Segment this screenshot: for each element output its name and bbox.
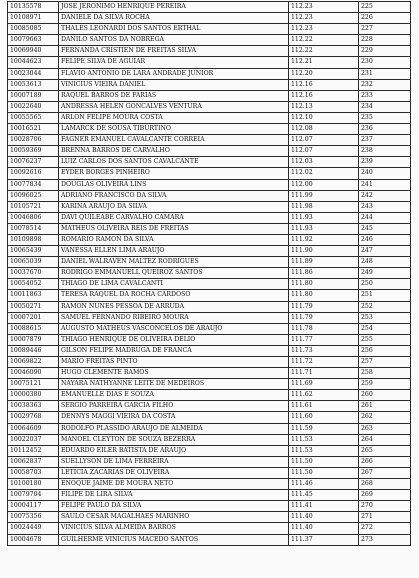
table-row: [8, 68, 411, 79]
table-row: [8, 490, 411, 501]
registration-number-cell: 10109898: [8, 234, 59, 245]
candidate-name-cell: NAYARA NATHYANNE LEITE DE MEDEIROS: [59, 379, 289, 390]
table-row: [8, 90, 411, 101]
results-table-body: [8, 2, 411, 546]
score-cell: 111.99: [289, 190, 359, 201]
rank-cell: 235: [359, 112, 411, 123]
rank-cell: 272: [359, 523, 411, 534]
score-cell: 111.61: [289, 401, 359, 412]
score-cell: 111.93: [289, 212, 359, 223]
rank-cell: 251: [359, 290, 411, 301]
candidate-name-cell: VINICIUS SILVA ALMEIDA BARROS: [59, 523, 289, 534]
candidate-name-cell: EYDER BORGES PINHEIRO: [59, 168, 289, 179]
score-cell: 112.07: [289, 135, 359, 146]
table-row: [8, 523, 411, 534]
score-cell: 112.22: [289, 35, 359, 46]
table-row: [8, 357, 411, 368]
rank-cell: 271: [359, 512, 411, 523]
candidate-name-cell: EDUARDO EILER BATISTA DE ARAUJO: [59, 445, 289, 456]
score-cell: 112.07: [289, 146, 359, 157]
score-cell: 112.21: [289, 57, 359, 68]
registration-number-cell: 10050271: [8, 301, 59, 312]
candidate-name-cell: FILIPE DE LIRA SILVA: [59, 490, 289, 501]
candidate-name-cell: ENOQUE JAIME DE MOURA NETO: [59, 479, 289, 490]
registration-number-cell: 10079704: [8, 490, 59, 501]
table-row: [8, 390, 411, 401]
table-row: [8, 2, 411, 13]
registration-number-cell: 10135578: [8, 2, 59, 13]
table-row: [8, 467, 411, 478]
candidate-name-cell: ANDRESSA HELEN GONCALVES VENTURA: [59, 101, 289, 112]
score-cell: 111.77: [289, 334, 359, 345]
candidate-name-cell: ARLON FELIPE MOURA COSTA: [59, 112, 289, 123]
score-cell: 111.46: [289, 479, 359, 490]
registration-number-cell: 10037670: [8, 268, 59, 279]
registration-number-cell: 10007879: [8, 334, 59, 345]
table-row: [8, 323, 411, 334]
table-row: [8, 290, 411, 301]
table-row: [8, 124, 411, 135]
score-cell: 111.86: [289, 268, 359, 279]
table-row: [8, 279, 411, 290]
table-row: [8, 57, 411, 68]
candidate-name-cell: FLAVIO ANTONIO DE LARA ANDRADE JUNIOR: [59, 68, 289, 79]
table-row: [8, 434, 411, 445]
table-row: [8, 334, 411, 345]
score-cell: 112.13: [289, 101, 359, 112]
candidate-name-cell: TERESA RAQUEL DA ROCHA CARDOSO: [59, 290, 289, 301]
registration-number-cell: 10024449: [8, 523, 59, 534]
score-cell: 111.98: [289, 201, 359, 212]
table-row: [8, 479, 411, 490]
table-row: [8, 501, 411, 512]
candidate-name-cell: EMANUELLE DIAS E SOUZA: [59, 390, 289, 401]
table-row: [8, 101, 411, 112]
candidate-name-cell: GILSON FELIPE MADRUGA DE FRANCA: [59, 345, 289, 356]
candidate-name-cell: VANESSA ELLEN LIMA ARAUJO: [59, 246, 289, 257]
score-cell: 112.23: [289, 2, 359, 13]
registration-number-cell: 10007189: [8, 90, 59, 101]
score-cell: 111.80: [289, 290, 359, 301]
rank-cell: 268: [359, 479, 411, 490]
registration-number-cell: 10000380: [8, 390, 59, 401]
candidate-name-cell: LUIZ CARLOS DOS SANTOS CAVALCANTE: [59, 157, 289, 168]
rank-cell: 244: [359, 212, 411, 223]
table-row: [8, 112, 411, 123]
score-cell: 112.03: [289, 157, 359, 168]
table-row: [8, 212, 411, 223]
candidate-name-cell: BRENNA BARROS DE CARVALHO: [59, 146, 289, 157]
rank-cell: 242: [359, 190, 411, 201]
rank-cell: 225: [359, 2, 411, 13]
table-row: [8, 268, 411, 279]
score-cell: 111.45: [289, 490, 359, 501]
registration-number-cell: 10016521: [8, 124, 59, 135]
score-cell: 112.22: [289, 46, 359, 57]
candidate-name-cell: MANOEL CLEYTON DE SOUZA BEZERRA: [59, 434, 289, 445]
registration-number-cell: 10096025: [8, 190, 59, 201]
score-cell: 111.40: [289, 523, 359, 534]
registration-number-cell: 10065039: [8, 257, 59, 268]
candidate-name-cell: THIAGO DE LIMA CAVALCANTI: [59, 279, 289, 290]
table-row: [8, 512, 411, 523]
registration-number-cell: 10064609: [8, 423, 59, 434]
registration-number-cell: 10054052: [8, 279, 59, 290]
rank-cell: 230: [359, 57, 411, 68]
candidate-name-cell: ADRIANO FRANCISCO DA SILVA: [59, 190, 289, 201]
table-row: [8, 534, 411, 545]
rank-cell: 265: [359, 445, 411, 456]
table-row: [8, 456, 411, 467]
candidate-name-cell: SAMUEL FERNANDO RIBEIRO MOURA: [59, 312, 289, 323]
score-cell: 112.08: [289, 124, 359, 135]
candidate-name-cell: SAULO CESAR MAGALHAES MARINHO: [59, 512, 289, 523]
table-row: [8, 13, 411, 24]
candidate-name-cell: SERGIO PARREIRA GARCIA FILHO: [59, 401, 289, 412]
registration-number-cell: 10088615: [8, 323, 59, 334]
rank-cell: 262: [359, 412, 411, 423]
table-row: [8, 223, 411, 234]
rank-cell: 238: [359, 146, 411, 157]
rank-cell: 237: [359, 135, 411, 146]
rank-cell: 273: [359, 534, 411, 545]
rank-cell: 245: [359, 223, 411, 234]
registration-number-cell: 10078514: [8, 223, 59, 234]
table-row: [8, 401, 411, 412]
table-row: [8, 312, 411, 323]
score-cell: 111.53: [289, 434, 359, 445]
rank-cell: 239: [359, 157, 411, 168]
score-cell: 112.23: [289, 24, 359, 35]
rank-cell: 247: [359, 246, 411, 257]
rank-cell: 240: [359, 168, 411, 179]
candidate-name-cell: HUGO CLEMENTE RAMOS: [59, 368, 289, 379]
table-row: [8, 146, 411, 157]
candidate-name-cell: LAMARCK DE SOUSA TIBURTINO: [59, 124, 289, 135]
registration-number-cell: 10065439: [8, 246, 59, 257]
registration-number-cell: 10092616: [8, 168, 59, 179]
registration-number-cell: 10004117: [8, 501, 59, 512]
registration-number-cell: 10046090: [8, 368, 59, 379]
score-cell: 111.78: [289, 323, 359, 334]
registration-number-cell: 10055565: [8, 112, 59, 123]
registration-number-cell: 10044623: [8, 57, 59, 68]
rank-cell: 231: [359, 68, 411, 79]
table-row: [8, 445, 411, 456]
rank-cell: 229: [359, 46, 411, 57]
table-row: [8, 345, 411, 356]
candidate-name-cell: DOUGLAS OLIVEIRA LINS: [59, 179, 289, 190]
score-cell: 111.80: [289, 279, 359, 290]
rank-cell: 266: [359, 456, 411, 467]
candidate-name-cell: DANIELE DA SILVA ROCHA: [59, 13, 289, 24]
candidate-name-cell: RAMON NUNES PESSOA DE ARRUDA: [59, 301, 289, 312]
registration-number-cell: 10062837: [8, 456, 59, 467]
rank-cell: 233: [359, 90, 411, 101]
score-cell: 111.71: [289, 368, 359, 379]
score-cell: 111.40: [289, 512, 359, 523]
registration-number-cell: 10108971: [8, 13, 59, 24]
rank-cell: 250: [359, 279, 411, 290]
rank-cell: 264: [359, 434, 411, 445]
score-cell: 112.23: [289, 13, 359, 24]
registration-number-cell: 10112452: [8, 445, 59, 456]
rank-cell: 267: [359, 467, 411, 478]
rank-cell: 269: [359, 490, 411, 501]
table-row: [8, 190, 411, 201]
rank-cell: 252: [359, 301, 411, 312]
rank-cell: 236: [359, 124, 411, 135]
table-row: [8, 423, 411, 434]
rank-cell: 228: [359, 35, 411, 46]
score-cell: 111.79: [289, 301, 359, 312]
candidate-name-cell: THALES LEONARDI DOS SANTOS ERTHAL: [59, 24, 289, 35]
candidate-name-cell: FERNANDA CRISTIEN DE FREITAS SILVA: [59, 46, 289, 57]
score-cell: 111.62: [289, 390, 359, 401]
candidate-name-cell: FELIPE SILVA DE AGUIAR: [59, 57, 289, 68]
registration-number-cell: 10076237: [8, 157, 59, 168]
registration-number-cell: 10105721: [8, 201, 59, 212]
score-cell: 111.50: [289, 456, 359, 467]
score-cell: 112.00: [289, 179, 359, 190]
registration-number-cell: 10079663: [8, 35, 59, 46]
rank-cell: 249: [359, 268, 411, 279]
rank-cell: 263: [359, 423, 411, 434]
score-cell: 111.79: [289, 312, 359, 323]
table-row: [8, 368, 411, 379]
rank-cell: 241: [359, 179, 411, 190]
registration-number-cell: 10046806: [8, 212, 59, 223]
registration-number-cell: 10069940: [8, 46, 59, 57]
score-cell: 111.50: [289, 467, 359, 478]
candidate-name-cell: DANILO SANTOS DA NOBREGA: [59, 35, 289, 46]
rank-cell: 253: [359, 312, 411, 323]
candidate-name-cell: ROMARIO RAMON DA SILVA: [59, 234, 289, 245]
candidate-name-cell: AUGUSTO MATHEUS VASCONCELOS DE ARAUJO: [59, 323, 289, 334]
table-row: [8, 412, 411, 423]
registration-number-cell: 10029768: [8, 412, 59, 423]
candidate-name-cell: GUILHERME VINICIUS MACEDO SANTOS: [59, 534, 289, 545]
table-row: [8, 379, 411, 390]
score-cell: 112.20: [289, 68, 359, 79]
candidate-name-cell: MARIO FREITAS PINTO: [59, 357, 289, 368]
score-cell: 112.16: [289, 90, 359, 101]
registration-number-cell: 10011863: [8, 290, 59, 301]
rank-cell: 234: [359, 101, 411, 112]
table-row: [8, 179, 411, 190]
candidate-name-cell: DANIEL WALRAVEN MALTEZ RODRIGUES: [59, 257, 289, 268]
rank-cell: 257: [359, 357, 411, 368]
candidate-name-cell: RODRIGO EMMANUELL QUEIROZ SANTOS: [59, 268, 289, 279]
table-row: [8, 157, 411, 168]
results-table: [7, 1, 411, 546]
registration-number-cell: 10077834: [8, 179, 59, 190]
table-row: [8, 46, 411, 57]
rank-cell: 243: [359, 201, 411, 212]
rank-cell: 246: [359, 234, 411, 245]
rank-cell: 270: [359, 501, 411, 512]
rank-cell: 258: [359, 368, 411, 379]
score-cell: 111.37: [289, 534, 359, 545]
table-row: [8, 301, 411, 312]
registration-number-cell: 10059369: [8, 146, 59, 157]
score-cell: 111.90: [289, 246, 359, 257]
score-cell: 112.02: [289, 168, 359, 179]
rank-cell: 254: [359, 323, 411, 334]
score-cell: 111.69: [289, 379, 359, 390]
rank-cell: 232: [359, 79, 411, 90]
score-cell: 111.41: [289, 501, 359, 512]
candidate-name-cell: RODOLFO PLASSIDO ARAUJO DE ALMEIDA: [59, 423, 289, 434]
score-cell: 111.59: [289, 423, 359, 434]
table-row: [8, 201, 411, 212]
candidate-name-cell: SUELLYSON DE LIMA FERREIRA: [59, 456, 289, 467]
score-cell: 112.10: [289, 112, 359, 123]
score-cell: 111.93: [289, 223, 359, 234]
table-row: [8, 246, 411, 257]
candidate-name-cell: VINICIUS VIEIRA DANIEL: [59, 79, 289, 90]
candidate-name-cell: DAVI QUILEABE CARVALHO CAMARA: [59, 212, 289, 223]
registration-number-cell: 10085085: [8, 24, 59, 35]
candidate-name-cell: FELIPE PAULO DA SILVA: [59, 501, 289, 512]
rank-cell: 255: [359, 334, 411, 345]
score-cell: 111.53: [289, 445, 359, 456]
registration-number-cell: 10022037: [8, 434, 59, 445]
score-cell: 111.72: [289, 357, 359, 368]
rank-cell: 261: [359, 401, 411, 412]
candidate-name-cell: MATHEUS OLIVEIRA REIS DE FREITAS: [59, 223, 289, 234]
rank-cell: 226: [359, 13, 411, 24]
candidate-name-cell: KARINA ARAUJO DA SILVA: [59, 201, 289, 212]
table-row: [8, 234, 411, 245]
rank-cell: 256: [359, 345, 411, 356]
score-cell: 112.16: [289, 79, 359, 90]
registration-number-cell: 10038363: [8, 401, 59, 412]
registration-number-cell: 10075356: [8, 512, 59, 523]
registration-number-cell: 10028706: [8, 135, 59, 146]
registration-number-cell: 10007201: [8, 312, 59, 323]
score-cell: 111.60: [289, 412, 359, 423]
score-cell: 111.92: [289, 234, 359, 245]
rank-cell: 259: [359, 379, 411, 390]
registration-number-cell: 10004678: [8, 534, 59, 545]
registration-number-cell: 10023044: [8, 68, 59, 79]
rank-cell: 248: [359, 257, 411, 268]
table-row: [8, 135, 411, 146]
candidate-name-cell: FAGNER EMANUEL CAVALCANTE CORREIA: [59, 135, 289, 146]
registration-number-cell: 10100180: [8, 479, 59, 490]
candidate-name-cell: RAQUEL BARROS DE FARIAS: [59, 90, 289, 101]
score-cell: 111.89: [289, 257, 359, 268]
registration-number-cell: 10089446: [8, 345, 59, 356]
candidate-name-cell: DENNYS MAGGI VIEIRA DA COSTA: [59, 412, 289, 423]
rank-cell: 260: [359, 390, 411, 401]
candidate-name-cell: JOSE JERONIMO HENRIQUE PEREIRA: [59, 2, 289, 13]
registration-number-cell: 10075121: [8, 379, 59, 390]
table-row: [8, 79, 411, 90]
table-row: [8, 257, 411, 268]
table-row: [8, 24, 411, 35]
candidate-name-cell: THIAGO HENRIQUE DE OLIVEIRA DELIO: [59, 334, 289, 345]
candidate-name-cell: LETICIA ZACARIAS DE OLIVEIRA: [59, 467, 289, 478]
table-row: [8, 168, 411, 179]
registration-number-cell: 10069822: [8, 357, 59, 368]
rank-cell: 227: [359, 24, 411, 35]
registration-number-cell: 10058703: [8, 467, 59, 478]
registration-number-cell: 10053613: [8, 79, 59, 90]
registration-number-cell: 10022640: [8, 101, 59, 112]
score-cell: 111.73: [289, 345, 359, 356]
table-row: [8, 35, 411, 46]
